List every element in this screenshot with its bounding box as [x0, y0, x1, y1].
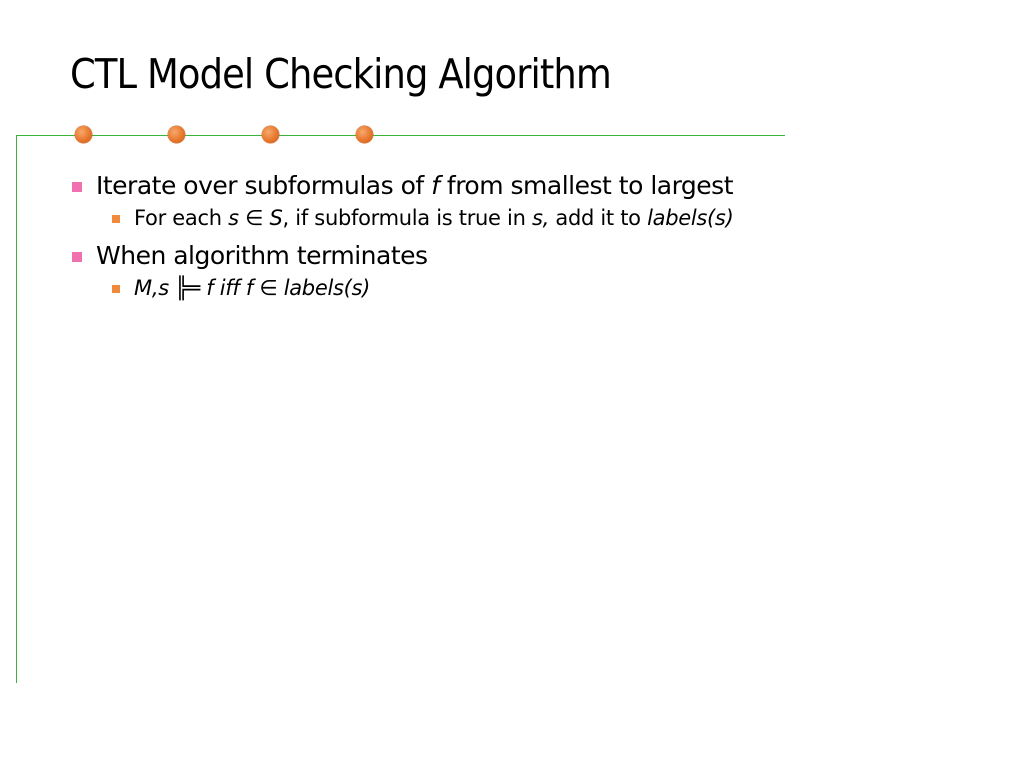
orange-dot-icon	[356, 126, 373, 143]
sub-bullet-text-italic: labels(s)	[647, 206, 734, 230]
orange-square-bullet-icon	[112, 215, 120, 223]
sub-bullet-text-italic: S	[269, 206, 283, 230]
pink-square-bullet-icon	[72, 252, 82, 262]
orange-dot-icon	[75, 126, 92, 143]
pink-square-bullet-icon	[72, 182, 82, 192]
orange-dot-icon	[168, 126, 185, 143]
bullet-list	[72, 170, 972, 310]
sub-bullet-text-italic: M,s	[134, 276, 169, 300]
bullet-item-1	[72, 170, 972, 202]
sub-bullet-text-italic: f iff f	[206, 276, 253, 300]
bullet-item-2	[72, 240, 972, 272]
sub-bullet-text: For each	[134, 206, 229, 230]
sub-bullet-item-2	[72, 272, 972, 304]
sub-bullet-text: , if subformula is true in	[282, 206, 532, 230]
orange-dot-icon	[262, 126, 279, 143]
bullet-text-italic: f	[431, 171, 440, 200]
models-symbol: ╠═	[168, 276, 207, 300]
bullet-text: Iterate over subformulas of	[96, 171, 432, 200]
sub-bullet-text: ∈	[238, 206, 270, 230]
sub-bullet-text-italic: s,	[531, 206, 550, 230]
left-border-line	[16, 135, 17, 683]
bullet-text: When algorithm terminates	[96, 241, 428, 270]
sub-bullet-text-italic: s	[228, 206, 239, 230]
bullet-text: from smallest to largest	[439, 171, 733, 200]
orange-square-bullet-icon	[112, 285, 120, 293]
title-underline	[16, 135, 785, 136]
sub-bullet-text-italic: labels(s)	[283, 276, 371, 300]
sub-bullet-text: ∈	[252, 276, 284, 300]
slide-title: CTL Model Checking Algorithm	[70, 50, 611, 98]
sub-bullet-item-1	[72, 202, 972, 234]
sub-bullet-text: add it to	[549, 206, 648, 230]
